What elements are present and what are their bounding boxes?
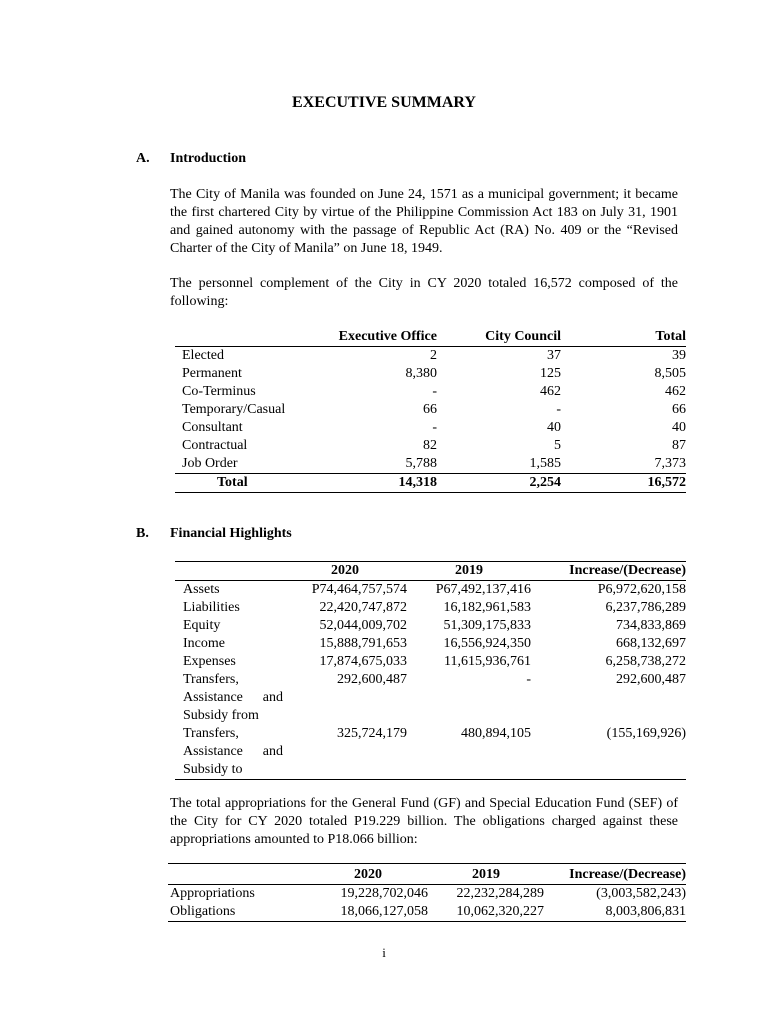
cell-value: 480,894,105 [461,726,531,741]
personnel-paragraph: The personnel complement of the City in CY 2020 totaled 16,572 composed of the following: [170,276,678,309]
cell-value: 18,066,127,058 [340,904,428,919]
section-a-letter: A. [136,151,150,166]
row-label: Assets [183,582,220,597]
column-header [175,327,315,347]
page-number: i [382,945,386,960]
cell-value: 15,888,791,653 [319,636,407,651]
cell-value: 668,132,697 [616,636,686,651]
table-row [175,455,686,474]
row-label: Co-Terminus [182,384,256,399]
section-a-heading: Introduction [170,151,246,166]
cell-value: - [526,672,531,687]
cell-value: 5 [554,438,561,453]
row-label: Elected [182,348,224,363]
cell-value: 16,182,961,583 [443,600,531,615]
cell-value: (3,003,582,243) [596,886,686,901]
table-row [175,365,686,383]
appropriations-table [168,863,686,922]
row-label: Consultant [182,420,243,435]
cell-value: 1,585 [529,456,561,471]
table-row [175,617,686,635]
cell-value: 6,237,786,289 [605,600,686,615]
cell-value: 10,062,320,227 [456,904,544,919]
cell-value: 8,003,806,831 [605,904,686,919]
column-header: Executive Office [315,327,437,347]
column-header: 2019 [407,562,531,581]
cell-value: 8,505 [654,366,686,381]
table-row [175,671,686,725]
cell-value: - [556,402,561,417]
cell-value: 7,373 [654,456,686,471]
table-row [175,599,686,617]
row-label: Obligations [170,904,236,919]
cell-value: 462 [540,384,561,399]
cell-value: 52,044,009,702 [319,618,407,633]
table-row [168,885,686,904]
table-row [175,347,686,366]
column-header: Increase/(Decrease) [544,864,686,885]
row-label: Liabilities [183,600,240,615]
cell-value: 325,724,179 [337,726,407,741]
cell-value: - [432,420,437,435]
personnel-table-header [175,327,686,347]
row-label: Transfers, Assistance and Subsidy from [183,672,283,723]
cell-value: 82 [423,438,437,453]
table-row [175,383,686,401]
row-label: Temporary/Casual [182,402,286,417]
table-row [168,903,686,922]
table-row [175,725,686,780]
cell-value: 292,600,487 [337,672,407,687]
cell-value: 17,874,675,033 [319,654,407,669]
row-label: Job Order [182,456,238,471]
column-header: Total [561,327,686,347]
row-label: Transfers, Assistance and Subsidy to [183,726,283,777]
cell-value: 87 [672,438,686,453]
cell-value: 40 [547,420,561,435]
personnel-table [175,327,686,493]
cell-value: 14,318 [315,474,437,493]
cell-value: P6,972,620,158 [597,582,686,597]
table-row [175,581,686,600]
cell-value: 11,615,936,761 [444,654,531,669]
cell-value: 66 [423,402,437,417]
financial-table [175,561,686,780]
cell-value: 462 [665,384,686,399]
cell-value: P67,492,137,416 [435,582,531,597]
row-label: Appropriations [170,886,255,901]
row-label: Income [183,636,225,651]
cell-value: 66 [672,402,686,417]
cell-value: 40 [672,420,686,435]
column-header [168,864,308,885]
cell-value: 734,833,869 [616,618,686,633]
section-b-letter: B. [136,526,149,541]
cell-value: 6,258,738,272 [605,654,686,669]
appropriations-table-header [168,864,686,885]
column-header: Increase/(Decrease) [531,562,686,581]
cell-value: 2 [430,348,437,363]
cell-value: 5,788 [405,456,437,471]
column-header: 2020 [308,864,428,885]
cell-value: 19,228,702,046 [340,886,428,901]
cell-value: 16,556,924,350 [443,636,531,651]
cell-value: 16,572 [561,474,686,493]
table-row [175,635,686,653]
cell-value: 51,309,175,833 [443,618,531,633]
cell-value: 2,254 [437,474,561,493]
table-row [175,653,686,671]
intro-paragraph: The City of Manila was founded on June 24, 1571 as a municipal government; it became the first chartered City by virtue of the Philippine Commission Act 183 on July 31, 1901 and gained autonomy with the passage of Republic Act (RA) No. 409 or the “Revised Charter of the City of Manila” on June 18, 1949. [170,187,678,256]
cell-value: 125 [540,366,561,381]
row-label: Equity [183,618,221,633]
cell-value: 22,420,747,872 [319,600,407,615]
cell-value: P74,464,757,574 [311,582,407,597]
column-header: 2020 [283,562,407,581]
table-row [175,437,686,455]
cell-value: 39 [672,348,686,363]
row-label: Total [175,474,315,493]
column-header [175,562,283,581]
cell-value: 292,600,487 [616,672,686,687]
financial-table-header [175,562,686,581]
section-b-heading: Financial Highlights [170,526,292,541]
row-label: Contractual [182,438,248,453]
cell-value: 8,380 [405,366,437,381]
row-label: Expenses [183,654,236,669]
table-row [175,401,686,419]
cell-value: - [432,384,437,399]
cell-value: 37 [547,348,561,363]
row-label: Permanent [182,366,242,381]
cell-value: 22,232,284,289 [456,886,544,901]
total-row [175,474,686,493]
page-title: EXECUTIVE SUMMARY [292,94,476,111]
column-header: 2019 [428,864,544,885]
cell-value: (155,169,926) [606,726,686,741]
column-header: City Council [437,327,561,347]
table-row [175,419,686,437]
appropriations-paragraph: The total appropriations for the General Fund (GF) and Special Education Fund (SEF) of the City for CY 2020 totaled P19.229 billion. The obligations charged against these appropriations amounted to P18.066 billion: [170,796,678,847]
